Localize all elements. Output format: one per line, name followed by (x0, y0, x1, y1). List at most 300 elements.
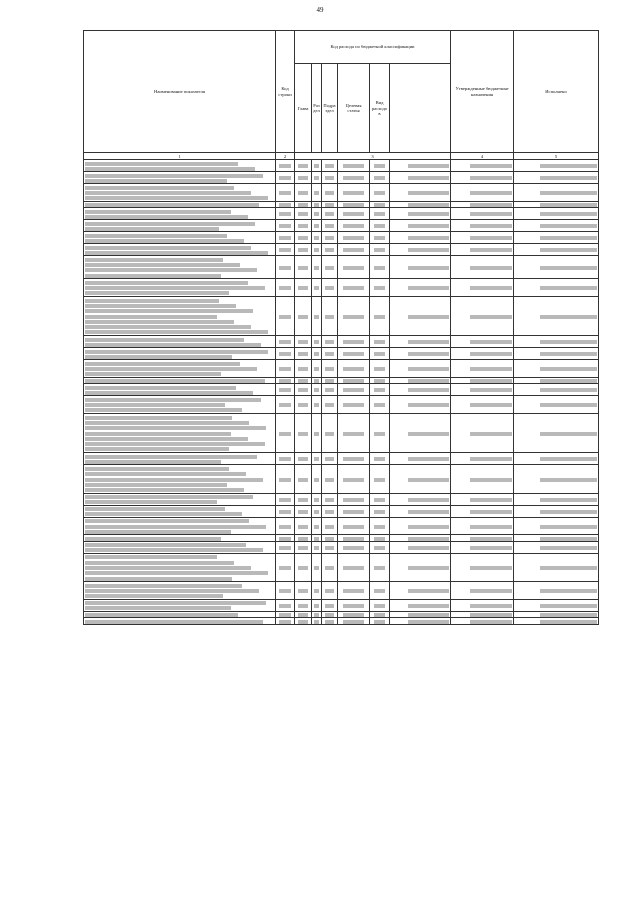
unreadable-text-placeholder (470, 403, 512, 407)
unreadable-text-placeholder (374, 203, 386, 207)
header-target-article: Целевая статья (338, 64, 370, 153)
unreadable-text-placeholder (314, 457, 319, 461)
unreadable-text-placeholder (343, 352, 363, 356)
unreadable-text-placeholder (374, 546, 386, 550)
unreadable-text-placeholder (314, 212, 319, 216)
row-expense-type-cell (370, 160, 390, 172)
row-article-cell (338, 553, 370, 582)
unreadable-text-placeholder (374, 613, 386, 617)
unreadable-text-placeholder (314, 478, 319, 482)
unreadable-text-placeholder (279, 191, 290, 195)
unreadable-text-placeholder (540, 604, 597, 608)
unreadable-text-placeholder (85, 222, 255, 226)
unreadable-text-placeholder (408, 537, 449, 541)
row-article-cell (338, 160, 370, 172)
unreadable-text-placeholder (325, 224, 334, 228)
row-executed-cell (451, 453, 514, 465)
row-approved-cell (390, 360, 451, 378)
unreadable-text-placeholder (279, 266, 290, 270)
unreadable-text-placeholder (298, 164, 308, 168)
row-expense-type-cell (370, 232, 390, 244)
unreadable-text-placeholder (85, 500, 217, 504)
unreadable-text-placeholder (85, 483, 227, 487)
row-approved-cell (390, 599, 451, 611)
unreadable-text-placeholder (343, 620, 363, 624)
unreadable-text-placeholder (343, 248, 363, 252)
row-code-cell (276, 553, 295, 582)
unreadable-text-placeholder (85, 460, 221, 464)
unreadable-text-placeholder (540, 224, 597, 228)
unreadable-text-placeholder (374, 266, 386, 270)
row-name-cell (84, 172, 276, 184)
row-approved-cell (390, 336, 451, 348)
row-section-cell (312, 172, 322, 184)
unreadable-text-placeholder (85, 403, 225, 407)
unreadable-text-placeholder (343, 236, 363, 240)
unreadable-text-placeholder (314, 403, 319, 407)
unreadable-text-placeholder (540, 236, 597, 240)
row-subsection-cell (322, 582, 338, 600)
unreadable-text-placeholder (325, 212, 334, 216)
table-row (84, 160, 599, 172)
row-subsection-cell (322, 232, 338, 244)
unreadable-text-placeholder (470, 589, 512, 593)
row-unexecuted-cell (514, 384, 599, 396)
unreadable-text-placeholder (408, 248, 449, 252)
unreadable-text-placeholder (470, 203, 512, 207)
row-subsection-cell (322, 384, 338, 396)
row-unexecuted-cell (514, 618, 599, 625)
unreadable-text-placeholder (85, 315, 217, 319)
row-subsection-cell (322, 618, 338, 625)
row-name-cell (84, 160, 276, 172)
table-row (84, 505, 599, 517)
row-expense-type-cell (370, 256, 390, 279)
unreadable-text-placeholder (540, 352, 597, 356)
unreadable-text-placeholder (374, 340, 386, 344)
row-executed-cell (451, 384, 514, 396)
row-unexecuted-cell (514, 465, 599, 494)
unreadable-text-placeholder (470, 620, 512, 624)
row-executed-cell (451, 244, 514, 256)
row-executed-cell (451, 541, 514, 553)
row-name-cell (84, 201, 276, 208)
unreadable-text-placeholder (540, 432, 597, 436)
row-chapter-cell (295, 208, 312, 220)
row-expense-type-cell (370, 336, 390, 348)
row-unexecuted-cell (514, 232, 599, 244)
unreadable-text-placeholder (85, 350, 268, 354)
unreadable-text-placeholder (408, 566, 449, 570)
unreadable-text-placeholder (470, 352, 512, 356)
unreadable-text-placeholder (85, 421, 249, 425)
unreadable-text-placeholder (85, 325, 251, 329)
row-article-cell (338, 256, 370, 279)
unreadable-text-placeholder (314, 176, 319, 180)
unreadable-text-placeholder (470, 224, 512, 228)
unreadable-text-placeholder (298, 546, 308, 550)
row-name-cell (84, 279, 276, 297)
row-article-cell (338, 208, 370, 220)
row-name-cell (84, 453, 276, 465)
unreadable-text-placeholder (343, 537, 363, 541)
row-article-cell (338, 413, 370, 453)
header-executed: Исполнено (514, 31, 599, 153)
row-article-cell (338, 618, 370, 625)
row-expense-type-cell (370, 244, 390, 256)
unreadable-text-placeholder (314, 224, 319, 228)
unreadable-text-placeholder (298, 176, 308, 180)
row-code-cell (276, 184, 295, 202)
row-executed-cell (451, 582, 514, 600)
row-unexecuted-cell (514, 517, 599, 535)
row-code-cell (276, 296, 295, 336)
unreadable-text-placeholder (279, 388, 290, 392)
unreadable-text-placeholder (325, 266, 334, 270)
unreadable-text-placeholder (470, 510, 512, 514)
unreadable-text-placeholder (279, 613, 290, 617)
unreadable-text-placeholder (540, 379, 597, 383)
unreadable-text-placeholder (540, 164, 597, 168)
unreadable-text-placeholder (85, 227, 219, 231)
table-row (84, 465, 599, 494)
row-unexecuted-cell (514, 541, 599, 553)
row-unexecuted-cell (514, 296, 599, 336)
unreadable-text-placeholder (314, 525, 319, 529)
unreadable-text-placeholder (298, 613, 308, 617)
row-code-cell (276, 618, 295, 625)
unreadable-text-placeholder (85, 530, 231, 534)
unreadable-text-placeholder (85, 239, 244, 243)
unreadable-text-placeholder (325, 352, 334, 356)
unreadable-text-placeholder (314, 566, 319, 570)
unreadable-text-placeholder (343, 432, 363, 436)
header-approved: Утвержденные бюджетные назначения (451, 31, 514, 153)
unreadable-text-placeholder (540, 286, 597, 290)
unreadable-text-placeholder (298, 352, 308, 356)
row-executed-cell (451, 160, 514, 172)
unreadable-text-placeholder (343, 525, 363, 529)
unreadable-text-placeholder (85, 555, 217, 559)
row-code-cell (276, 541, 295, 553)
row-section-cell (312, 413, 322, 453)
unreadable-text-placeholder (298, 224, 308, 228)
row-name-cell (84, 553, 276, 582)
unreadable-text-placeholder (325, 203, 334, 207)
unreadable-text-placeholder (279, 537, 290, 541)
unreadable-text-placeholder (85, 488, 244, 492)
row-subsection-cell (322, 208, 338, 220)
unreadable-text-placeholder (85, 367, 257, 371)
unreadable-text-placeholder (343, 266, 363, 270)
row-article-cell (338, 220, 370, 232)
unreadable-text-placeholder (325, 498, 334, 502)
unreadable-text-placeholder (408, 432, 449, 436)
row-approved-cell (390, 184, 451, 202)
row-unexecuted-cell (514, 348, 599, 360)
unreadable-text-placeholder (279, 286, 290, 290)
row-section-cell (312, 618, 322, 625)
unreadable-text-placeholder (470, 340, 512, 344)
row-expense-type-cell (370, 396, 390, 414)
unreadable-text-placeholder (325, 248, 334, 252)
row-article-cell (338, 232, 370, 244)
unreadable-text-placeholder (298, 537, 308, 541)
table-row (84, 172, 599, 184)
row-name-cell (84, 184, 276, 202)
row-subsection-cell (322, 160, 338, 172)
unreadable-text-placeholder (85, 338, 244, 342)
unreadable-text-placeholder (325, 620, 334, 624)
unreadable-text-placeholder (325, 457, 334, 461)
unreadable-text-placeholder (325, 478, 334, 482)
unreadable-text-placeholder (314, 388, 319, 392)
unreadable-text-placeholder (374, 248, 386, 252)
row-subsection-cell (322, 493, 338, 505)
unreadable-text-placeholder (470, 604, 512, 608)
row-chapter-cell (295, 553, 312, 582)
unreadable-text-placeholder (470, 525, 512, 529)
unreadable-text-placeholder (298, 388, 308, 392)
unreadable-text-placeholder (325, 191, 334, 195)
row-approved-cell (390, 348, 451, 360)
unreadable-text-placeholder (85, 309, 253, 313)
unreadable-text-placeholder (374, 604, 386, 608)
unreadable-text-placeholder (408, 367, 449, 371)
unreadable-text-placeholder (85, 467, 229, 471)
unreadable-text-placeholder (343, 613, 363, 617)
unreadable-text-placeholder (374, 367, 386, 371)
row-unexecuted-cell (514, 279, 599, 297)
unreadable-text-placeholder (279, 224, 290, 228)
unreadable-text-placeholder (408, 510, 449, 514)
unreadable-text-placeholder (470, 478, 512, 482)
row-approved-cell (390, 279, 451, 297)
unreadable-text-placeholder (374, 620, 386, 624)
unreadable-text-placeholder (314, 604, 319, 608)
row-subsection-cell (322, 599, 338, 611)
unreadable-text-placeholder (325, 546, 334, 550)
row-chapter-cell (295, 465, 312, 494)
unreadable-text-placeholder (343, 457, 363, 461)
row-expense-type-cell (370, 208, 390, 220)
row-chapter-cell (295, 541, 312, 553)
row-name-cell (84, 413, 276, 453)
unreadable-text-placeholder (343, 566, 363, 570)
row-expense-type-cell (370, 599, 390, 611)
unreadable-text-placeholder (470, 388, 512, 392)
row-section-cell (312, 396, 322, 414)
row-section-cell (312, 384, 322, 396)
unreadable-text-placeholder (314, 164, 319, 168)
unreadable-text-placeholder (408, 212, 449, 216)
unreadable-text-placeholder (343, 510, 363, 514)
budget-execution-table (83, 30, 599, 625)
row-code-cell (276, 453, 295, 465)
row-article-cell (338, 336, 370, 348)
unreadable-text-placeholder (85, 478, 263, 482)
unreadable-text-placeholder (470, 176, 512, 180)
unreadable-text-placeholder (374, 589, 386, 593)
unreadable-text-placeholder (374, 537, 386, 541)
row-name-cell (84, 493, 276, 505)
unreadable-text-placeholder (85, 268, 257, 272)
unreadable-text-placeholder (298, 604, 308, 608)
row-expense-type-cell (370, 505, 390, 517)
row-subsection-cell (322, 336, 338, 348)
unreadable-text-placeholder (343, 604, 363, 608)
row-approved-cell (390, 553, 451, 582)
unreadable-text-placeholder (343, 379, 363, 383)
unreadable-text-placeholder (408, 286, 449, 290)
row-expense-type-cell (370, 348, 390, 360)
row-name-cell (84, 517, 276, 535)
row-section-cell (312, 184, 322, 202)
row-name-cell (84, 377, 276, 384)
unreadable-text-placeholder (279, 352, 290, 356)
unreadable-text-placeholder (85, 281, 248, 285)
unreadable-text-placeholder (298, 498, 308, 502)
unreadable-text-placeholder (314, 203, 319, 207)
table-row (84, 413, 599, 453)
unreadable-text-placeholder (408, 340, 449, 344)
unreadable-text-placeholder (314, 236, 319, 240)
row-approved-cell (390, 465, 451, 494)
row-code-cell (276, 256, 295, 279)
row-approved-cell (390, 208, 451, 220)
unreadable-text-placeholder (85, 507, 225, 511)
row-unexecuted-cell (514, 184, 599, 202)
page-number: 49 (316, 6, 324, 14)
unreadable-text-placeholder (540, 620, 597, 624)
unreadable-text-placeholder (85, 274, 221, 278)
unreadable-text-placeholder (85, 525, 266, 529)
row-article-cell (338, 296, 370, 336)
row-code-cell (276, 232, 295, 244)
row-name-cell (84, 582, 276, 600)
unreadable-text-placeholder (314, 352, 319, 356)
row-executed-cell (451, 618, 514, 625)
unreadable-text-placeholder (85, 234, 227, 238)
unreadable-text-placeholder (85, 519, 249, 523)
unreadable-text-placeholder (279, 315, 290, 319)
row-code-cell (276, 505, 295, 517)
row-section-cell (312, 599, 322, 611)
row-name-cell (84, 396, 276, 414)
unreadable-text-placeholder (85, 442, 265, 446)
unreadable-text-placeholder (408, 191, 449, 195)
row-chapter-cell (295, 396, 312, 414)
table-row (84, 336, 599, 348)
row-section-cell (312, 220, 322, 232)
unreadable-text-placeholder (314, 613, 319, 617)
row-approved-cell (390, 618, 451, 625)
unreadable-text-placeholder (85, 512, 242, 516)
unreadable-text-placeholder (325, 566, 334, 570)
row-code-cell (276, 348, 295, 360)
unreadable-text-placeholder (408, 525, 449, 529)
row-section-cell (312, 208, 322, 220)
unreadable-text-placeholder (85, 432, 231, 436)
row-name-cell (84, 256, 276, 279)
row-code-cell (276, 172, 295, 184)
column-number-row (84, 153, 599, 160)
row-executed-cell (451, 517, 514, 535)
unreadable-text-placeholder (325, 236, 334, 240)
row-expense-type-cell (370, 413, 390, 453)
row-executed-cell (451, 296, 514, 336)
row-executed-cell (451, 279, 514, 297)
unreadable-text-placeholder (470, 286, 512, 290)
column-number: 1 (84, 153, 276, 160)
unreadable-text-placeholder (85, 263, 240, 267)
unreadable-text-placeholder (374, 498, 386, 502)
unreadable-text-placeholder (85, 291, 229, 295)
row-expense-type-cell (370, 279, 390, 297)
table-row (84, 493, 599, 505)
row-executed-cell (451, 360, 514, 378)
unreadable-text-placeholder (374, 510, 386, 514)
unreadable-text-placeholder (470, 432, 512, 436)
unreadable-text-placeholder (408, 604, 449, 608)
row-name-cell (84, 505, 276, 517)
unreadable-text-placeholder (279, 379, 290, 383)
table-row (84, 618, 599, 625)
unreadable-text-placeholder (540, 457, 597, 461)
row-name-cell (84, 360, 276, 378)
unreadable-text-placeholder (470, 457, 512, 461)
unreadable-text-placeholder (470, 266, 512, 270)
unreadable-text-placeholder (298, 620, 308, 624)
unreadable-text-placeholder (85, 495, 253, 499)
table-row (84, 599, 599, 611)
row-expense-type-cell (370, 453, 390, 465)
unreadable-text-placeholder (540, 478, 597, 482)
unreadable-text-placeholder (540, 613, 597, 617)
unreadable-text-placeholder (540, 266, 597, 270)
unreadable-text-placeholder (374, 352, 386, 356)
unreadable-text-placeholder (540, 546, 597, 550)
unreadable-text-placeholder (85, 577, 232, 581)
row-section-cell (312, 517, 322, 535)
unreadable-text-placeholder (470, 164, 512, 168)
row-section-cell (312, 465, 322, 494)
unreadable-text-placeholder (540, 367, 597, 371)
unreadable-text-placeholder (279, 604, 290, 608)
unreadable-text-placeholder (279, 164, 290, 168)
unreadable-text-placeholder (343, 478, 363, 482)
row-article-cell (338, 599, 370, 611)
row-name-cell (84, 465, 276, 494)
unreadable-text-placeholder (85, 398, 261, 402)
unreadable-text-placeholder (298, 403, 308, 407)
row-section-cell (312, 505, 322, 517)
unreadable-text-placeholder (314, 248, 319, 252)
row-chapter-cell (295, 599, 312, 611)
row-executed-cell (451, 396, 514, 414)
row-name-cell (84, 220, 276, 232)
row-expense-type-cell (370, 184, 390, 202)
row-section-cell (312, 296, 322, 336)
unreadable-text-placeholder (298, 510, 308, 514)
column-number: 4 (451, 153, 514, 160)
unreadable-text-placeholder (279, 236, 290, 240)
row-expense-type-cell (370, 553, 390, 582)
unreadable-text-placeholder (85, 320, 234, 324)
column-number: 2 (276, 153, 295, 160)
unreadable-text-placeholder (470, 613, 512, 617)
row-executed-cell (451, 208, 514, 220)
